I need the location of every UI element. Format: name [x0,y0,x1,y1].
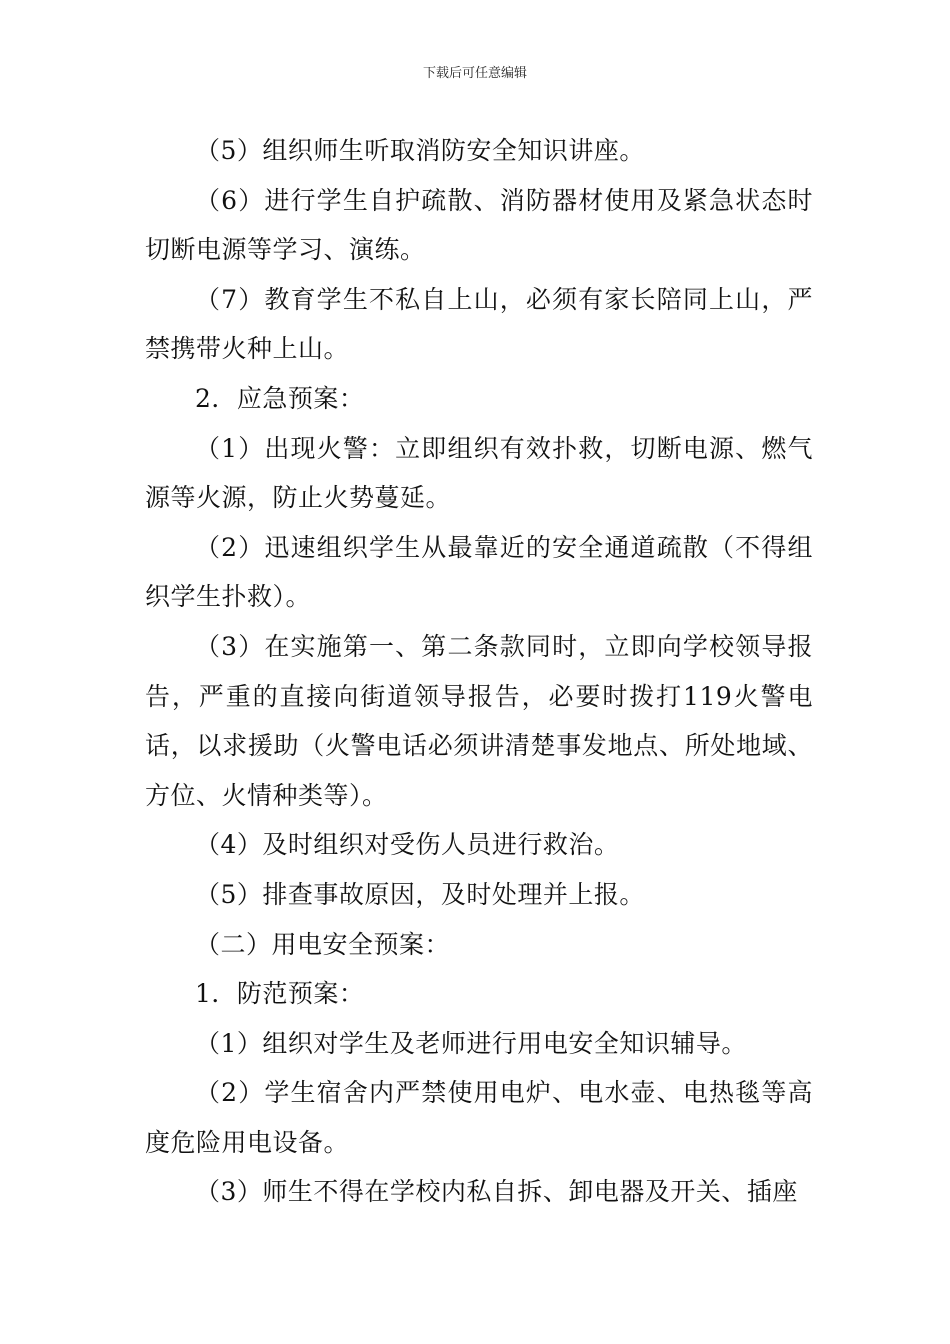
section-heading-emergency-plan: 2．应急预案： [195,383,365,413]
paragraph-emergency-2: （2）迅速组织学生从最靠近的安全通道疏散（不得组织学生扑救）。 [145,532,813,612]
paragraph-prevention-3: （3）师生不得在学校内私自拆、卸电器及开关、插座 [195,1177,798,1207]
paragraph-item-7-mountain: （7）教育学生不私自上山，必须有家长陪同上山，严禁携带火种上山。 [145,284,813,364]
paragraph-item-5-lecture: （5）组织师生听取消防安全知识讲座。 [195,136,645,165]
paragraph-emergency-3: （3）在实施第一、第二条款同时，立即向学校领导报告，严重的直接向街道领导报告，必要时拨打119火警电话，以求援助（火警电话必须讲清楚事发地点、所处地域、方位、火情种类等）。 [145,631,813,810]
paragraph-prevention-2: （2）学生宿舍内严禁使用电炉、电水壶、电热毯等高度危险用电设备。 [145,1078,813,1157]
paragraph-emergency-4: （4）及时组织对受伤人员进行救治。 [195,830,620,860]
page-header: 下载后可任意编辑 [422,66,527,81]
document-body [145,126,813,1217]
section-heading-electrical-safety: （二）用电安全预案： [195,929,451,959]
paragraph-emergency-1: （1）出现火警：立即组织有效扑救，切断电源、燃气源等火源，防止火势蔓延。 [145,433,813,513]
section-heading-prevention-plan: 1．防范预案： [195,979,365,1009]
paragraph-emergency-5: （5）排查事故原因，及时处理并上报。 [195,879,645,909]
paragraph-prevention-1: （1）组织对学生及老师进行用电安全知识辅导。 [195,1028,747,1058]
paragraph-item-6-evacuation: （6）进行学生自护疏散、消防器材使用及紧急状态时切断电源等学习、演练。 [145,185,813,265]
